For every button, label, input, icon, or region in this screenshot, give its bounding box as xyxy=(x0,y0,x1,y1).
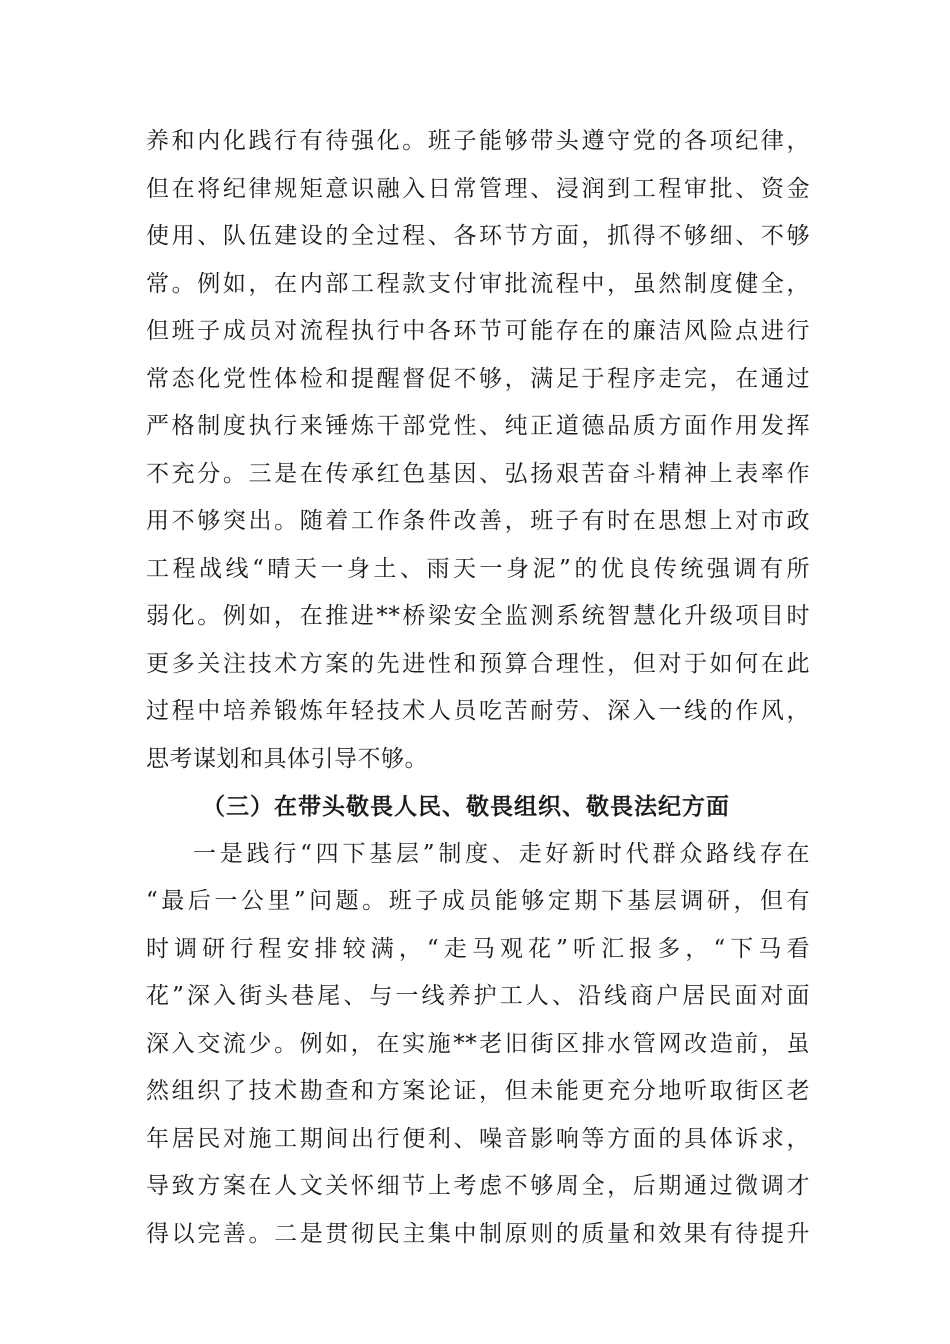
paragraph-line: 常。例如，在内部工程款支付审批流程中，虽然制度健全， xyxy=(146,270,810,297)
document-body xyxy=(146,118,810,1258)
paragraph-line: 花”深入街头巷尾、与一线养护工人、沿线商户居民面对面 xyxy=(146,983,810,1009)
paragraph-line: 时调研行程安排较满，“走马观花”听汇报多，“下马看 xyxy=(146,935,810,962)
paragraph-line: 用不够突出。随着工作条件改善，班子有时在思想上对市政 xyxy=(146,508,810,534)
paragraph-line: 常态化党性体检和提醒督促不够，满足于程序走完，在通过 xyxy=(146,365,810,392)
paragraph-line: 然组织了技术勘查和方案论证，但未能更充分地听取街区老 xyxy=(146,1078,810,1104)
paragraph-line: 弱化。例如，在推进**桥梁安全监测系统智慧化升级项目时 xyxy=(146,603,810,629)
paragraph-line: 更多关注技术方案的先进性和预算合理性，但对于如何在此 xyxy=(146,650,810,677)
paragraph-line: 但班子成员对流程执行中各环节可能存在的廉洁风险点进行 xyxy=(146,318,810,344)
paragraph-line: 深入交流少。例如，在实施**老旧街区排水管网改造前，虽 xyxy=(146,1030,810,1057)
paragraph-line: 得以完善。二是贯彻民主集中制原则的质量和效果有待提升 xyxy=(146,1220,810,1247)
paragraph-line: 年居民对施工期间出行便利、噪音影响等方面的具体诉求， xyxy=(146,1125,810,1152)
paragraph-line: 养和内化践行有待强化。班子能够带头遵守党的各项纪律， xyxy=(146,128,810,154)
paragraph-line: 严格制度执行来锤炼干部党性、纯正道德品质方面作用发挥 xyxy=(146,413,810,439)
section-heading: （三）在带头敬畏人民、敬畏组织、敬畏法纪方面 xyxy=(202,793,730,820)
paragraph-line: 不充分。三是在传承红色基因、弘扬艰苦奋斗精神上表率作 xyxy=(146,460,810,487)
paragraph-line: “最后一公里”问题。班子成员能够定期下基层调研，但有 xyxy=(146,888,810,914)
paragraph-line: 思考谋划和具体引导不够。 xyxy=(146,745,428,772)
paragraph-line: 过程中培养锻炼年轻技术人员吃苦耐劳、深入一线的作风， xyxy=(146,698,810,724)
paragraph-line: 使用、队伍建设的全过程、各环节方面，抓得不够细、不够 xyxy=(146,223,810,249)
paragraph-line: 导致方案在人文关怀细节上考虑不够周全，后期通过微调才 xyxy=(146,1173,810,1199)
paragraph-line: 工程战线“晴天一身土、雨天一身泥”的优良传统强调有所 xyxy=(146,555,810,582)
paragraph-line: 但在将纪律规矩意识融入日常管理、浸润到工程审批、资金 xyxy=(146,175,810,202)
paragraph-line: 一是践行“四下基层”制度、走好新时代群众路线存在 xyxy=(193,840,810,867)
